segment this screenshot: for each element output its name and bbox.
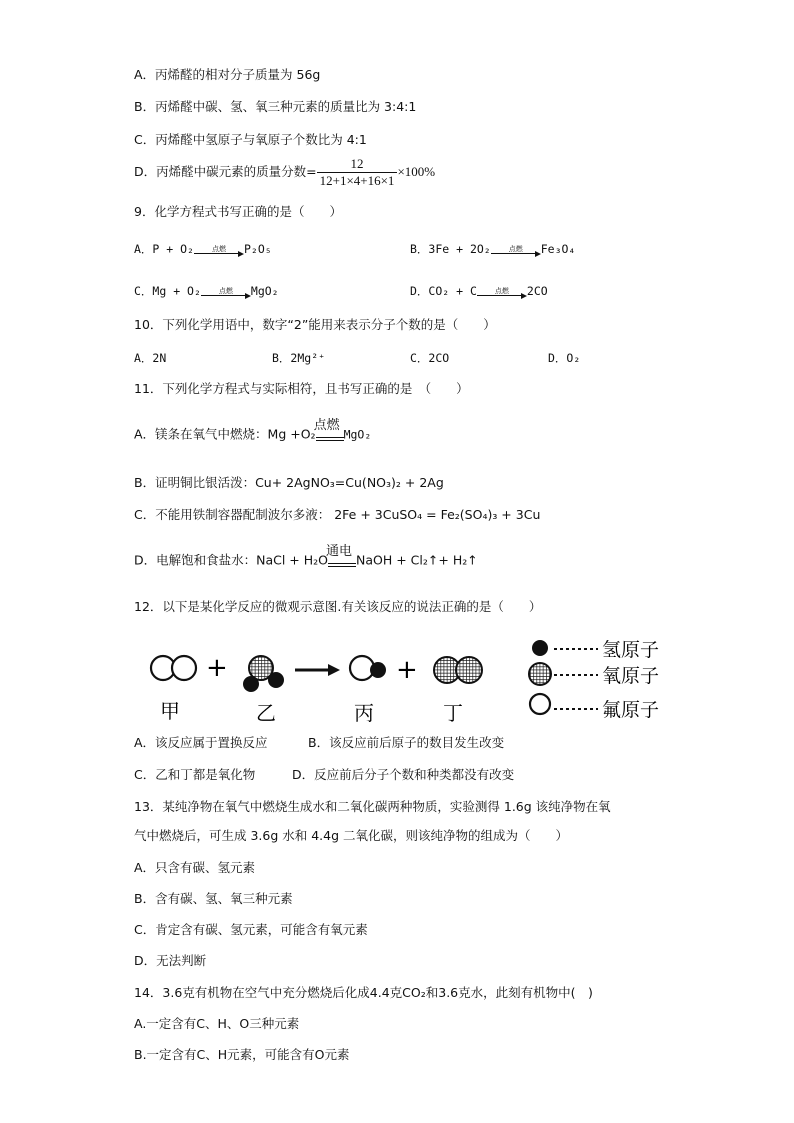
- q13-option-d: D．无法判断: [134, 953, 207, 968]
- legend-hydrogen: [532, 639, 659, 661]
- reaction-arrow: [201, 285, 251, 299]
- mass-fraction: [317, 156, 398, 189]
- q13-option-b: B．含有碳、氢、氧三种元素: [134, 891, 293, 906]
- q12-stem: 12．以下是某化学反应的微观示意图.有关该反应的说法正确的是（ ）: [134, 599, 542, 614]
- q9-option-a: [134, 240, 272, 258]
- q11-option-d: [134, 544, 478, 571]
- reaction-condition: 点燃: [508, 244, 523, 253]
- reaction-arrow: [194, 243, 244, 257]
- q11-option-d-products: NaOH + Cl₂↑+ H₂↑: [356, 552, 478, 568]
- q9-option-d: [410, 282, 548, 300]
- reaction-equals: [313, 418, 344, 445]
- molecule-bing: [350, 656, 386, 680]
- q9-option-b: [410, 240, 575, 258]
- q8-option-d: [134, 156, 435, 189]
- q9-option-c-products: MgO₂: [250, 284, 279, 298]
- q10-option-b: B．2Mg²⁺: [272, 351, 326, 365]
- label-ding: 丁: [443, 701, 463, 724]
- reaction-condition: 通电: [326, 544, 353, 559]
- q8-option-a: A．丙烯醛的相对分子质量为 56g: [134, 67, 321, 82]
- reaction-condition: 点燃: [313, 418, 340, 433]
- label-jia: 甲: [160, 699, 180, 723]
- fraction-denominator: 12+1×4+16×1: [319, 173, 395, 188]
- legend-hydrogen-label: 氢原子: [602, 639, 660, 661]
- label-yi: 乙: [256, 701, 276, 724]
- reaction-arrow: [491, 243, 541, 257]
- reaction-condition: 点燃: [494, 286, 509, 295]
- reaction-equals: [326, 544, 356, 571]
- q13-option-a: A．只含有碳、氢元素: [134, 860, 256, 875]
- q11-option-a-reactants: A．镁条在氧气中燃烧：Mg +O₂: [134, 426, 316, 442]
- q9-option-a-reactants: A．P + O₂: [134, 242, 194, 256]
- q13-stem-line1: 13．某纯净物在氧气中燃烧生成水和二氧化碳两种物质，实验测得 1.6g 该纯净物在氧: [134, 799, 611, 814]
- q9-option-d-products: 2CO: [526, 284, 548, 298]
- q11-option-a-products: MgO₂: [343, 427, 372, 442]
- q10-option-d: D．O₂: [548, 351, 581, 365]
- reaction-micro-diagram: [130, 628, 690, 724]
- q11-option-b: B．证明铜比银活泼：Cu+ 2AgNO₃=Cu(NO₃)₂ + 2Ag: [134, 475, 444, 490]
- q14-option-a: A.一定含有C、H、O三种元素: [134, 1016, 300, 1031]
- q11-option-c: C．不能用铁制容器配制波尔多液： 2Fe + 3CuSO₄ = Fe₂(SO₄)₃ + 3Cu: [134, 507, 541, 522]
- reaction-arrow-icon: [295, 664, 340, 676]
- q9-option-c: [134, 282, 279, 300]
- q9-option-c-reactants: C．Mg + O₂: [134, 284, 201, 298]
- q9-option-b-products: Fe₃O₄: [540, 242, 576, 256]
- molecule-yi: [243, 656, 284, 692]
- molecule-jia: [151, 656, 196, 680]
- q8-option-d-suffix: ×100%: [397, 164, 436, 179]
- plus-sign: +: [206, 653, 228, 683]
- q10-option-c: C．2CO: [410, 351, 450, 365]
- q10-stem: 10．下列化学用语中，数字“2”能用来表示分子个数的是（ ）: [134, 317, 496, 332]
- q11-stem: 11．下列化学方程式与实际相符，且书写正确的是 （ ）: [134, 381, 469, 396]
- q12-option-a: A．该反应属于置换反应: [134, 735, 268, 750]
- q14-stem: 14．3.6克有机物在空气中充分燃烧后化成4.4克CO₂和3.6克水，此刻有机物中( ): [134, 985, 593, 1000]
- q12-option-b: B．该反应前后原子的数目发生改变: [308, 735, 505, 750]
- q10-option-a: A．2N: [134, 351, 167, 365]
- reaction-condition: 点燃: [211, 244, 226, 253]
- q8-option-d-prefix: D．丙烯醛中碳元素的质量分数=: [134, 164, 317, 179]
- plus-sign: +: [396, 655, 418, 685]
- molecule-ding: [434, 657, 482, 683]
- legend-fluorine: [530, 694, 659, 721]
- q13-option-c: C．肯定含有碳、氢元素，可能含有氧元素: [134, 922, 368, 937]
- q12-option-c: C．乙和丁都是氧化物: [134, 767, 256, 782]
- q12-option-d: D．反应前后分子个数和种类都没有改变: [292, 767, 515, 782]
- q9-option-a-products: P₂O₅: [243, 242, 272, 256]
- q9-option-b-reactants: B．3Fe + 2O₂: [410, 242, 491, 256]
- legend-fluorine-label: 氟原子: [602, 699, 660, 721]
- legend-oxygen-label: 氧原子: [602, 665, 660, 687]
- q11-option-a: [134, 418, 372, 445]
- q13-stem-line2: 气中燃烧后，可生成 3.6g 水和 4.4g 二氧化碳，则该纯净物的组成为（ ）: [134, 828, 569, 843]
- q8-option-c: C．丙烯醛中氢原子与氧原子个数比为 4:1: [134, 132, 367, 147]
- reaction-arrow: [477, 285, 527, 299]
- q9-option-d-reactants: D．CO₂ + C: [410, 284, 477, 298]
- q9-stem: 9．化学方程式书写正确的是（ ）: [134, 204, 342, 219]
- q14-option-b: B.一定含有C、H元素，可能含有O元素: [134, 1047, 350, 1062]
- label-bing: 丙: [354, 701, 374, 724]
- fraction-numerator: 12: [317, 156, 398, 173]
- q8-option-b: B．丙烯醛中碳、氢、氧三种元素的质量比为 3:4:1: [134, 99, 417, 114]
- q11-option-d-reactants: D．电解饱和食盐水：NaCl + H₂O: [134, 552, 329, 568]
- legend-oxygen: [529, 663, 659, 687]
- reaction-condition: 点燃: [218, 286, 233, 295]
